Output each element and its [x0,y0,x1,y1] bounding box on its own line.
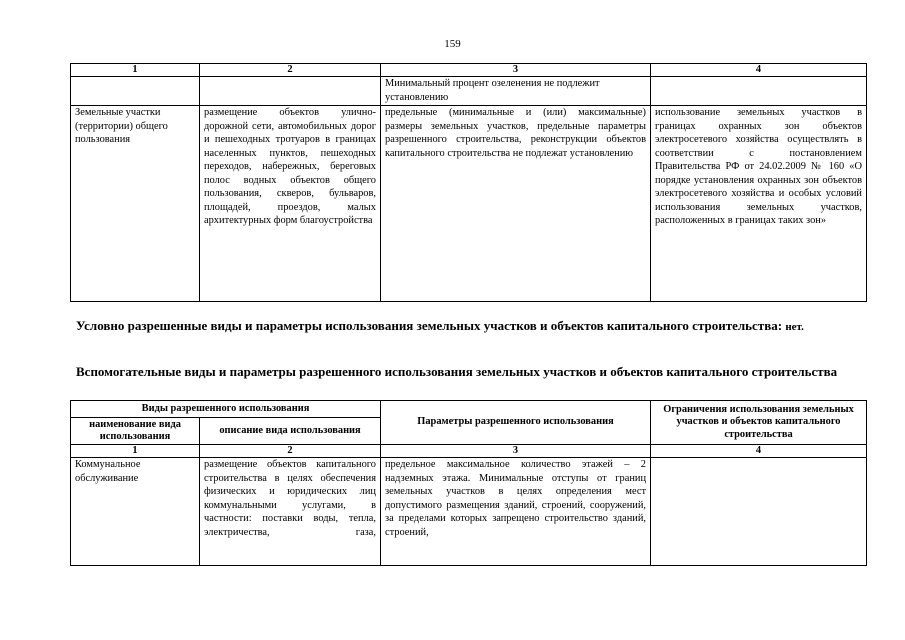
column-number: 3 [381,445,651,458]
use-description-cell: размещение объектов улично-дорожной сети, автомобильных дорог и пешеходных тротуаров в границах населенных пунктов, пешеходных переходов, набережных, береговых полос водных объектов общего пользования, скверов, бульваров, площадей, проездов, малых архитектурных форм благоустройства [200,106,381,302]
section-note: нет. [785,321,804,333]
use-restrictions-cell [651,458,867,566]
section-title-auxiliary-uses: Вспомогательные виды и параметры разрешенного использования земельных участков и объектов капитального строительства [76,364,838,379]
page-number: 159 [444,38,461,50]
table-cell [200,77,381,106]
table-column-numbers [71,64,867,77]
column-number: 1 [71,445,200,458]
column-number: 4 [651,445,867,458]
header-use-description: описание вида использования [200,418,381,445]
table-row [71,77,867,106]
column-number: 4 [651,64,867,77]
table-cell [71,77,200,106]
column-number: 1 [71,64,200,77]
column-number: 2 [200,64,381,77]
header-use-name: наименование вида использования [71,418,200,445]
table-column-numbers [71,445,867,458]
section-title-conditional-uses [76,318,862,335]
use-name-cell: Коммунальное обслуживание [71,458,200,566]
header-permitted-uses-group: Виды разрешенного использования [71,401,381,418]
table-auxiliary-uses [70,400,867,566]
use-name-cell: Земельные участки (территории) общего пользования [71,106,200,302]
use-description-cell: размещение объектов капитального строительства в целях обеспечения физических и юридических лиц коммунальными услугами, в частности: поставки воды, тепла, электричества, газа, [200,458,381,566]
table-permitted-uses [70,63,867,302]
section-title-text: Условно разрешенные виды и параметры использования земельных участков и объектов капитального строительства: [76,318,783,333]
header-parameters: Параметры разрешенного использования [381,401,651,445]
table-row [71,106,867,302]
use-restrictions-cell: использование земельных участков в границах охранных зон объектов электросетевого хозяйства осуществлять в соответствии с постановлением Правительства РФ от 24.02.2009 № 160 «О порядке установления охранных зон объектов электросетевого хозяйства и особых условий использования земельных участков, расположенных в границах таких зон» [651,106,867,302]
table-header-row [71,401,867,418]
column-number: 3 [381,64,651,77]
use-parameters-cell: предельное максимальное количество этажей – 2 надземных этажа. Минимальные отступы от границ земельных участков в целях определения мест допустимого размещения зданий, строений, сооружений, за пределами которых запрещено строительство зданий, строений, [381,458,651,566]
use-parameters-cell: предельные (минимальные и (или) максимальные) размеры земельных участков, предельные параметры разрешенного строительства, реконструкции объектов капитального строительства не подлежат установлению [381,106,651,302]
header-restrictions: Ограничения использования земельных участков и объектов капитального строительства [651,401,867,445]
table-cell [651,77,867,106]
column-number: 2 [200,445,381,458]
table-cell: Минимальный процент озеленения не подлежит установлению [381,77,651,106]
table-row [71,458,867,566]
